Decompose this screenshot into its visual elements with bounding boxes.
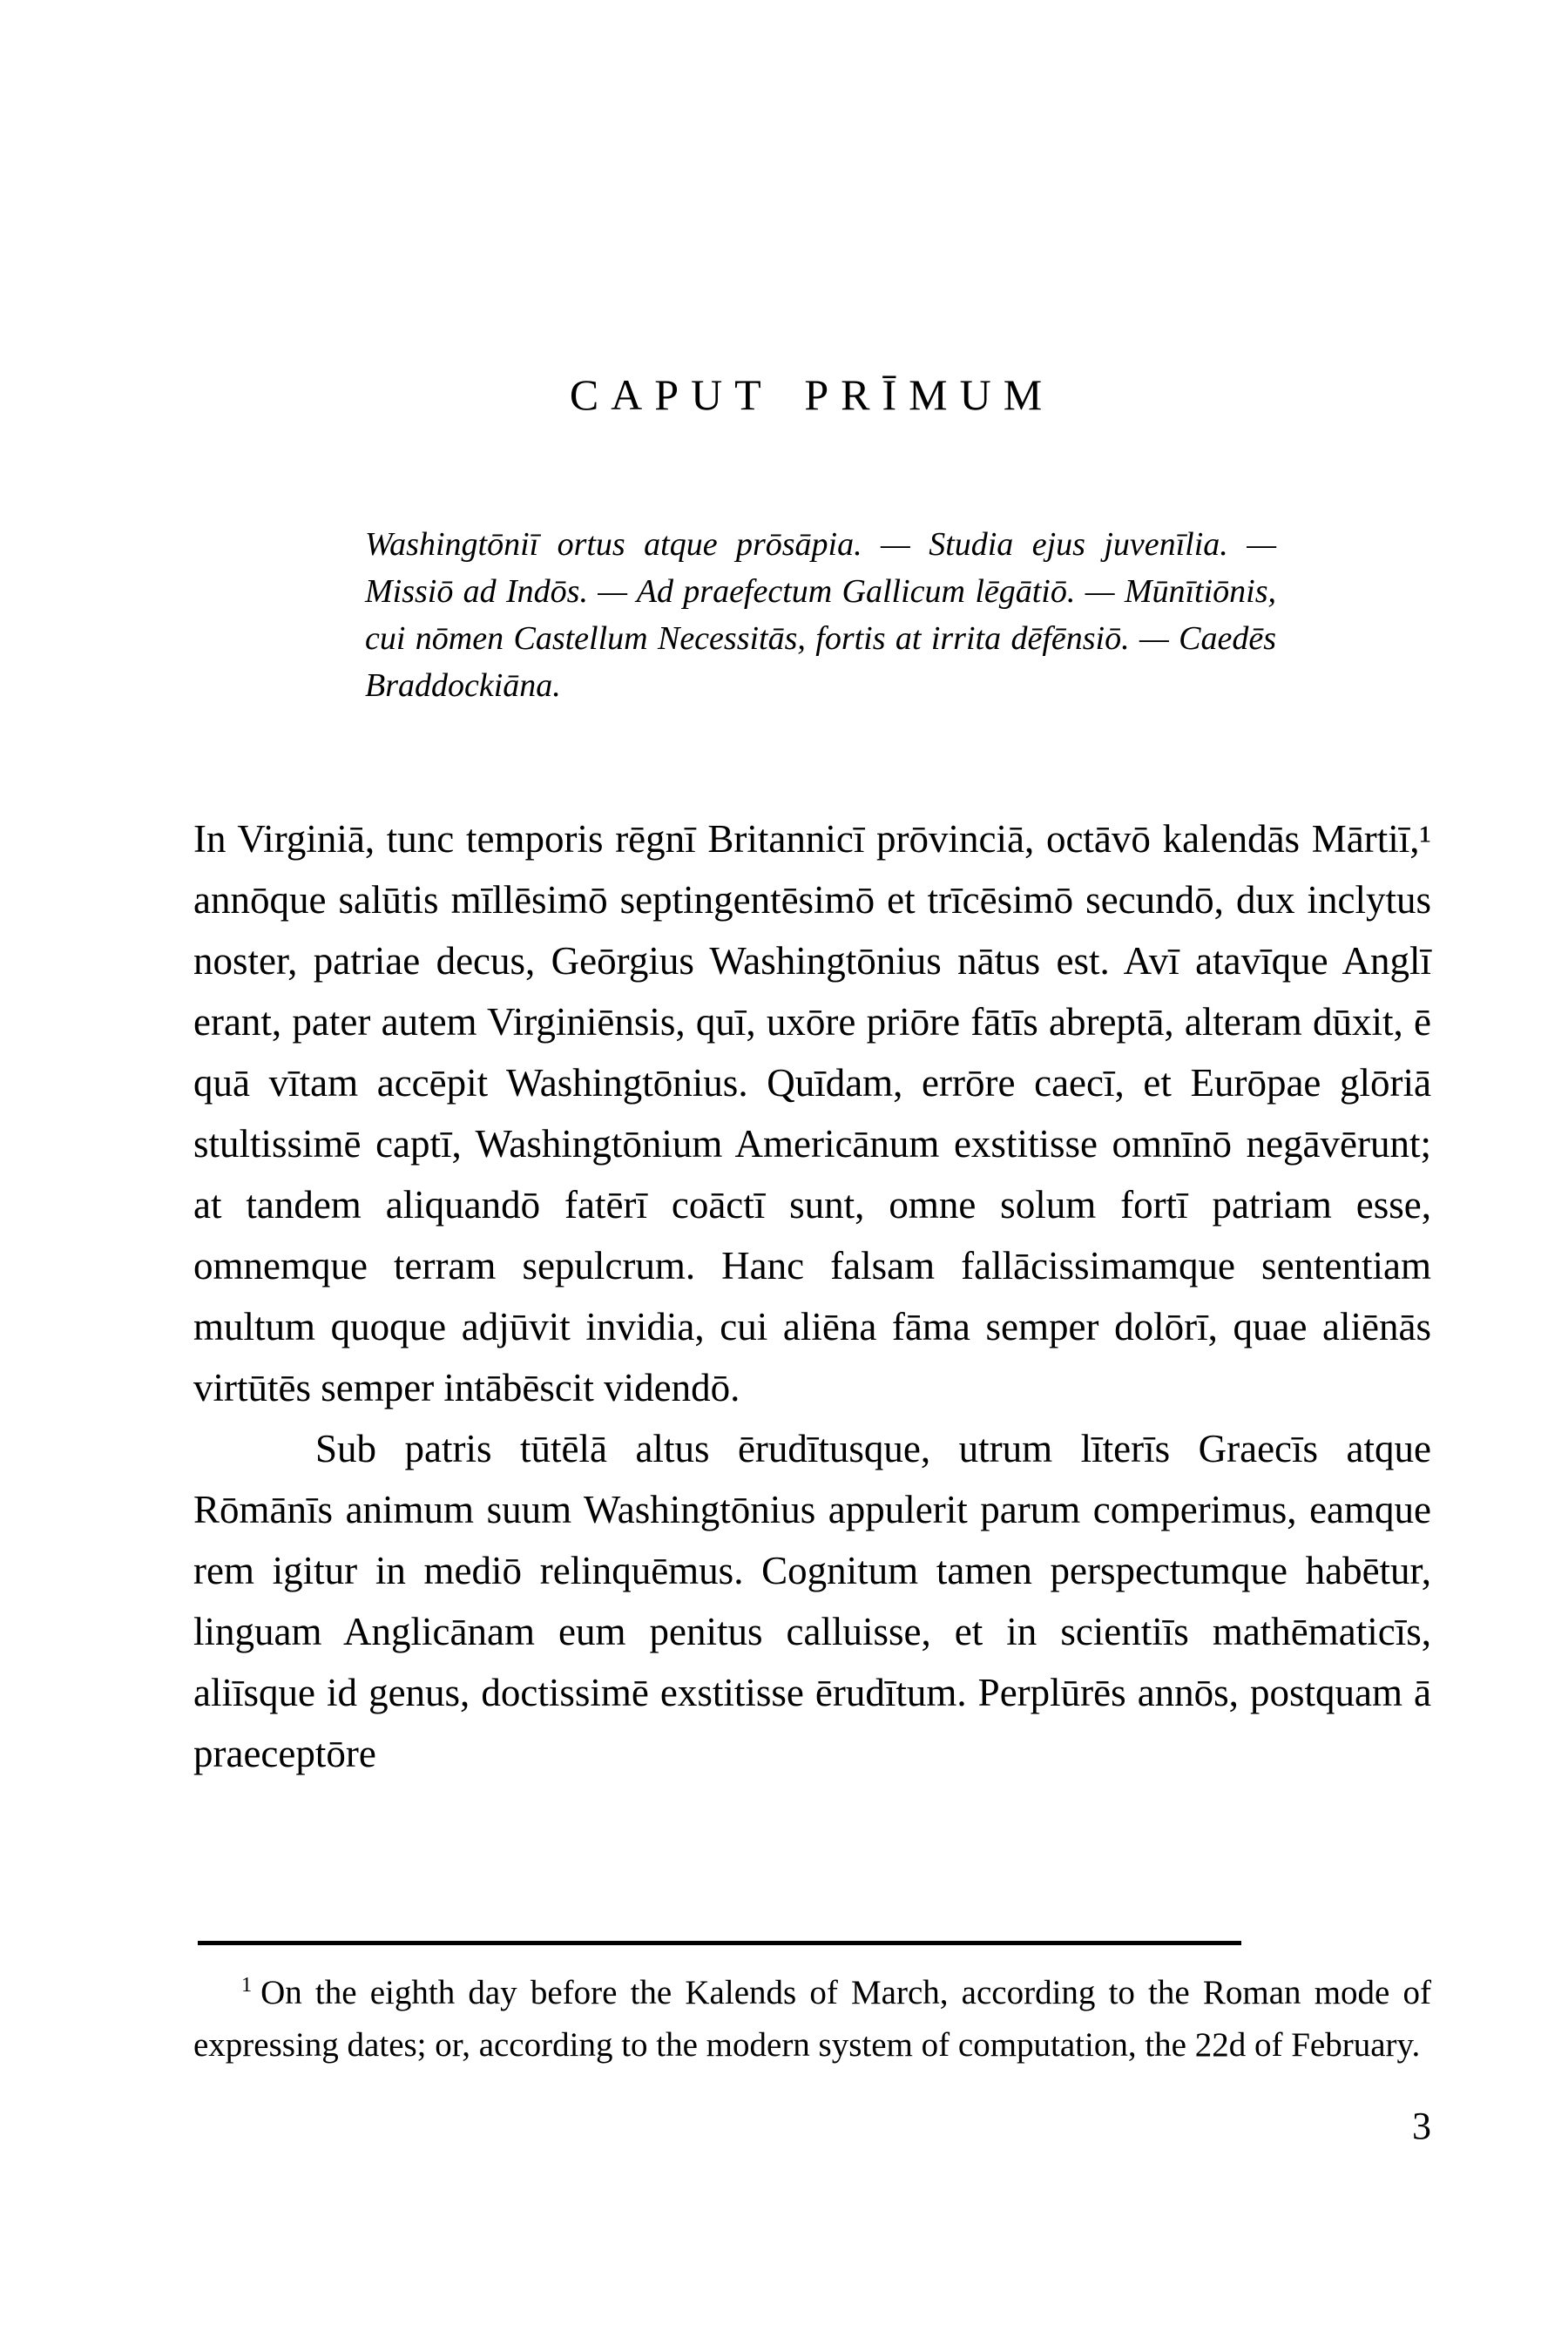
body-paragraph-1: In Virginiā, tunc temporis rēgnī Britannicī prōvinciā, octāvō kalendās Mārtiī,¹ annōque salūtis mīllēsimō septingentēsimō et trīcēsimō secundō, dux inclytus noster, patriae decus, Geōrgius Washingtōnius nātus est. Avī atavīque Anglī erant, pater autem Virginiēnsis, quī, uxōre priōre fātīs abreptā, alteram dūxit, ē quā vītam accēpit Washingtōnius. Quīdam, errōre caecī, et Eurōpae glōriā stultissimē captī, Washingtōnium Americānum exstitisse omnīnō negāvērunt; at tandem aliquandō fatērī coāctī sunt, omne solum fortī patriam esse, omnemque terram sepulcrum. Hanc falsam fallācissimamque sententiam multum quoque adjūvit invidia, cui aliēna fāma semper dolōrī, quae aliēnās virtūtēs semper intābēscit videndō. — [193, 817, 1431, 1409]
body-text — [193, 808, 1431, 1784]
footnote-text: On the eighth day before the Kalends of March, according to the Roman mode of expressing dates; or, according to the modern system of computation, the 22d of February. — [193, 1974, 1431, 2064]
chapter-title: CAPUT PRĪMUM — [569, 370, 1055, 419]
footnote-rule — [198, 1941, 1241, 1945]
chapter-summary: Washingtōniī ortus atque prōsāpia. — Studia ejus juvenīlia. — Missiō ad Indōs. — Ad praefectum Gallicum lēgātiō. — Mūnītiōnis, cui nōmen Castellum Necessitās, fortis at irrita dēfēnsiō. — Caedēs Braddockiāna. — [365, 526, 1276, 704]
page-number: 3 — [1412, 2105, 1431, 2147]
footnote-marker: 1 — [241, 1973, 253, 1997]
footnote — [193, 1967, 1431, 2072]
body-paragraph-2: Sub patris tūtēlā altus ērudītusque, utrum līterīs Graecīs atque Rōmānīs animum suum Washingtōnius appulerit parum comperimus, eamque rem igitur in mediō relinquēmus. Cognitum tamen perspectumque habētur, linguam Anglicānam eum penitus calluisse, et in scientiīs mathēmaticīs, aliīsque id genus, doctissimē exstitisse ērudītum. Perplūrēs annōs, postquam ā praeceptōre — [193, 1427, 1431, 1775]
